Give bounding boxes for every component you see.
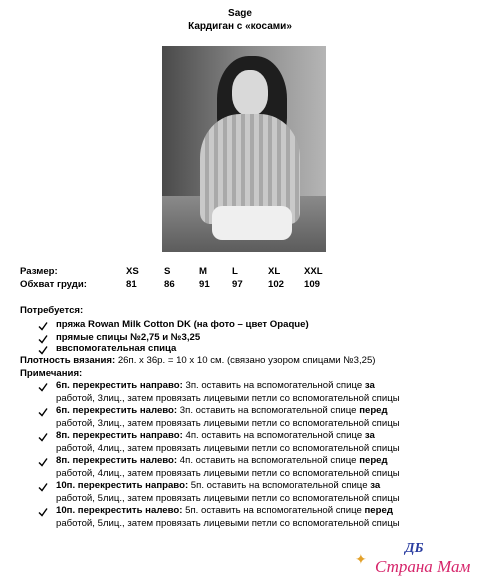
chest-cell: 86 [164,279,175,290]
note-text: 3п. оставить на вспомогательной спице [177,405,360,416]
gauge-line [20,355,375,366]
checkmark-icon [38,382,48,392]
size-cell: L [232,266,238,277]
note-item [56,480,380,491]
size-cell: M [199,266,207,277]
note-text: 4п. оставить на вспомогательной спице [177,455,360,466]
checkmark-icon [38,507,48,517]
star-icon: ✦ [355,551,367,567]
note-continuation: работой, 4лиц., затем провязать лицевыми петли со вспомогательной спицы [56,443,400,454]
material-item: прямые спицы №2,75 и №3,25 [56,332,201,343]
note-title: 6п. перекрестить направо: [56,380,183,391]
size-row [20,265,334,278]
note-title: 10п. перекрестить направо: [56,480,189,491]
watermark-monogram: ДБ [405,541,424,556]
note-text: 3п. оставить на вспомогательной спице [182,380,365,391]
note-item [56,455,388,466]
size-cell: XL [268,266,281,277]
note-continuation: работой, 5лиц., затем провязать лицевыми петли со вспомогательной спицы [56,493,400,504]
note-direction: перед [364,505,393,516]
size-cell: S [164,266,171,277]
note-text: 4п. оставить на вспомогательной спице [182,430,365,441]
material-item: ввспомогательная спица [56,343,177,354]
note-item [56,380,375,391]
photo-skirt [212,206,292,240]
checkmark-icon [38,457,48,467]
checkmark-icon [38,407,48,417]
note-text: 5п. оставить на вспомогательной спице [188,480,371,491]
site-watermark [355,541,475,581]
material-item: пряжа Rowan Milk Cotton DK (на фото – цвет Opaque) [56,319,309,330]
note-direction: за [364,380,375,391]
checkmark-icon [38,482,48,492]
chest-cell: 97 [232,279,243,290]
checkmark-icon [38,432,48,442]
chest-cell: 91 [199,279,210,290]
watermark-site-name: Страна Мам [375,557,471,576]
checkmark-icon [38,345,48,355]
note-item [56,405,388,416]
chest-cell: 109 [304,279,321,290]
note-continuation: работой, 3лиц., затем провязать лицевыми петли со вспомогательной спицы [56,418,400,429]
note-title: 8п. перекрестить направо: [56,430,183,441]
note-title: 10п. перекрестить налево: [56,505,183,516]
note-item [56,505,393,516]
model-photo [162,46,326,252]
chest-cell: 81 [126,279,137,290]
size-label: Размер: [20,266,58,277]
note-continuation: работой, 4лиц., затем провязать лицевыми петли со вспомогательной спицы [56,468,400,479]
materials-heading: Потребуется: [20,305,84,316]
photo-face [232,70,268,116]
note-direction: за [370,480,381,491]
size-cell: XXL [304,266,323,277]
size-cell: XS [126,266,139,277]
note-continuation: работой, 5лиц., затем провязать лицевыми петли со вспомогательной спицы [56,518,400,529]
note-title: 8п. перекрестить налево: [56,455,178,466]
note-text: 5п. оставить на вспомогательной спице [182,505,365,516]
checkmark-icon [38,321,48,331]
note-direction: перед [359,455,388,466]
note-continuation: работой, 3лиц., затем провязать лицевыми петли со вспомогательной спицы [56,393,400,404]
notes-heading: Примечания: [20,368,83,379]
pattern-subtitle: Кардиган с «косами» [188,21,292,32]
note-direction: за [364,430,375,441]
chest-row [20,278,334,291]
gauge-value: 26п. х 36р. = 10 х 10 см. (связано узором спицами №3,25) [115,355,376,366]
size-table [20,265,334,291]
note-title: 6п. перекрестить налево: [56,405,178,416]
chest-cell: 102 [268,279,285,290]
note-direction: перед [359,405,388,416]
chest-label: Обхват груди: [20,279,87,290]
note-item [56,430,375,441]
gauge-label: Плотность вязания: [20,355,116,366]
pattern-title: Sage [228,8,252,19]
checkmark-icon [38,334,48,344]
